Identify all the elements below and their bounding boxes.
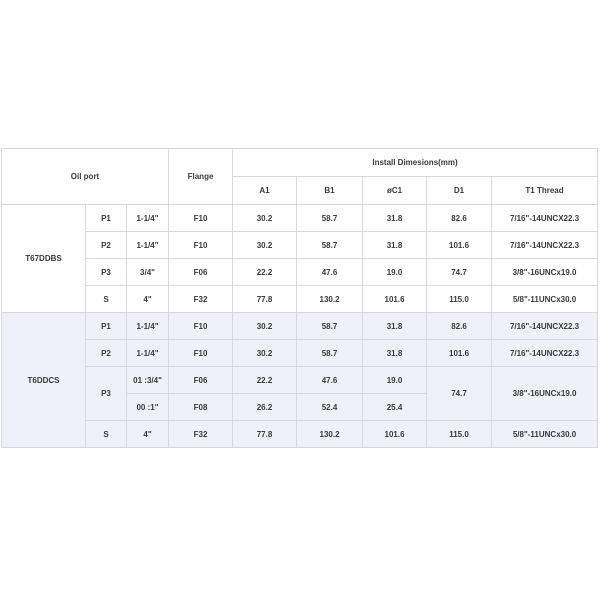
port-cell: P2 <box>86 232 127 259</box>
port-cell: P2 <box>86 340 127 367</box>
flange-cell: F06 <box>169 367 233 394</box>
a1-cell: 22.2 <box>233 367 297 394</box>
b1-cell: 58.7 <box>297 205 363 232</box>
port-cell: P1 <box>86 313 127 340</box>
c1-cell: 31.8 <box>363 313 427 340</box>
d1-cell: 82.6 <box>427 313 492 340</box>
b1-cell: 58.7 <box>297 232 363 259</box>
flange-header: Flange <box>169 149 233 205</box>
a1-cell: 77.8 <box>233 421 297 448</box>
port-cell: P3 <box>86 367 127 421</box>
table-row <box>2 205 598 232</box>
c1-cell: 19.0 <box>363 259 427 286</box>
flange-cell: F10 <box>169 313 233 340</box>
c1-cell: 25.4 <box>363 394 427 421</box>
c1-cell: 101.6 <box>363 286 427 313</box>
flange-cell: F10 <box>169 205 233 232</box>
install-dimensions-table <box>1 148 598 448</box>
t1-cell: 7/16"-14UNCX22.3 <box>492 313 598 340</box>
b1-cell: 130.2 <box>297 286 363 313</box>
a1-cell: 30.2 <box>233 232 297 259</box>
t1-cell: 7/16"-14UNCX22.3 <box>492 232 598 259</box>
a1-cell: 30.2 <box>233 340 297 367</box>
port-cell: S <box>86 421 127 448</box>
size-cell: 4" <box>127 286 169 313</box>
table-header-row <box>2 149 598 177</box>
a1-cell: 77.8 <box>233 286 297 313</box>
table-row <box>2 259 598 286</box>
size-cell: 1-1/4" <box>127 313 169 340</box>
table-row <box>2 340 598 367</box>
col-b1-header: B1 <box>297 177 363 205</box>
a1-cell: 22.2 <box>233 259 297 286</box>
b1-cell: 52.4 <box>297 394 363 421</box>
b1-cell: 47.6 <box>297 259 363 286</box>
c1-cell: 101.6 <box>363 421 427 448</box>
table-row <box>2 313 598 340</box>
c1-cell: 31.8 <box>363 205 427 232</box>
size-cell: 00 :1" <box>127 394 169 421</box>
a1-cell: 30.2 <box>233 205 297 232</box>
port-cell: P1 <box>86 205 127 232</box>
d1-cell: 74.7 <box>427 259 492 286</box>
a1-cell: 30.2 <box>233 313 297 340</box>
table-row <box>2 286 598 313</box>
flange-cell: F10 <box>169 340 233 367</box>
port-cell: S <box>86 286 127 313</box>
b1-cell: 58.7 <box>297 340 363 367</box>
table-row <box>2 232 598 259</box>
oil-port-header: Oil port <box>2 149 169 205</box>
model-cell: T67DDBS <box>2 205 86 313</box>
port-cell: P3 <box>86 259 127 286</box>
flange-cell: F10 <box>169 232 233 259</box>
group-t67ddbs <box>2 205 598 313</box>
flange-cell: F32 <box>169 421 233 448</box>
t1-cell: 5/8"-11UNCx30.0 <box>492 421 598 448</box>
group-t6ddcs <box>2 313 598 448</box>
col-d1-header: D1 <box>427 177 492 205</box>
flange-cell: F08 <box>169 394 233 421</box>
size-cell: 1-1/4" <box>127 340 169 367</box>
d1-cell: 101.6 <box>427 340 492 367</box>
b1-cell: 58.7 <box>297 313 363 340</box>
b1-cell: 47.6 <box>297 367 363 394</box>
c1-cell: 19.0 <box>363 367 427 394</box>
col-c1-header: øC1 <box>363 177 427 205</box>
d1-cell: 82.6 <box>427 205 492 232</box>
install-dimensions-header: Install Dimesions(mm) <box>233 149 598 177</box>
t1-cell: 7/16"-14UNCX22.3 <box>492 340 598 367</box>
col-a1-header: A1 <box>233 177 297 205</box>
d1-cell: 74.7 <box>427 367 492 421</box>
t1-cell: 5/8"-11UNCx30.0 <box>492 286 598 313</box>
b1-cell: 130.2 <box>297 421 363 448</box>
d1-cell: 115.0 <box>427 286 492 313</box>
a1-cell: 26.2 <box>233 394 297 421</box>
table-row <box>2 367 598 394</box>
model-cell: T6DDCS <box>2 313 86 448</box>
flange-cell: F32 <box>169 286 233 313</box>
size-cell: 1-1/4" <box>127 205 169 232</box>
c1-cell: 31.8 <box>363 232 427 259</box>
table-row <box>2 421 598 448</box>
flange-cell: F06 <box>169 259 233 286</box>
t1-cell: 3/8"-16UNCx19.0 <box>492 259 598 286</box>
size-cell: 3/4" <box>127 259 169 286</box>
c1-cell: 31.8 <box>363 340 427 367</box>
size-cell: 4" <box>127 421 169 448</box>
d1-cell: 101.6 <box>427 232 492 259</box>
size-cell: 01 :3/4" <box>127 367 169 394</box>
d1-cell: 115.0 <box>427 421 492 448</box>
t1-cell: 7/16"-14UNCX22.3 <box>492 205 598 232</box>
col-t1-header: T1 Thread <box>492 177 598 205</box>
size-cell: 1-1/4" <box>127 232 169 259</box>
t1-cell: 3/8"-16UNCx19.0 <box>492 367 598 421</box>
